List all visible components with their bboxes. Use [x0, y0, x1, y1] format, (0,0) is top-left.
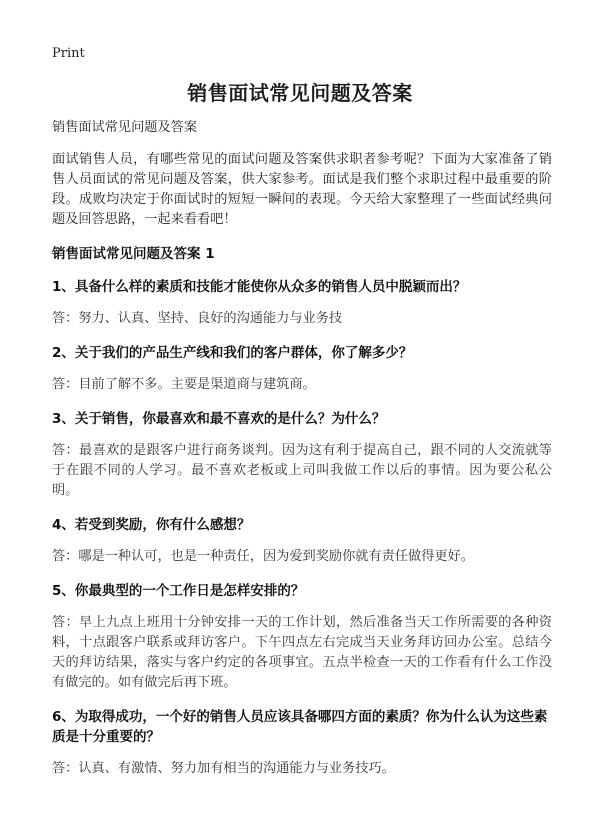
- qa-item-3: [52, 409, 552, 501]
- answer-text: 答：努力、认真、坚持、良好的沟通能力与业务技: [52, 311, 343, 326]
- answer-text: 答：认真、有激情、努力加有相当的沟通能力与业务技巧。: [52, 761, 395, 776]
- qa-item-5: [52, 581, 552, 693]
- question-text: 1、具备什么样的素质和技能才能使你从众多的销售人员中脱颖而出？: [52, 279, 467, 295]
- qa-item-4: [52, 515, 552, 567]
- print-link[interactable]: Print: [52, 46, 85, 61]
- answer-text: 答：早上九点上班用十分钟安排一天的工作计划，然后准备当天工作所需要的各种资料，十点跟客户联系或拜访客户。下午四点左右完成当天业务拜访回办公室。总结今天的拜访结果，落实与客户约定的各项事宜。五点半检查一天的工作看有什么工作没有做完的。如有做完后再下班。: [52, 615, 552, 690]
- question-text: 6、为取得成功，一个好的销售人员应该具备哪四方面的素质？你为什么认为这些素质是十分重要的？: [52, 709, 548, 745]
- intro-paragraph: 面试销售人员，有哪些常见的面试问题及答案供求职者参考呢？下面为大家准备了销售人员面试的常见问题及答案，供大家参考。面试是我们整个求职过程中最重要的阶段。成败均决定于你面试时的短短一瞬间的表现。今天给大家整理了一些面试经典问题及回答思路，一起来看看吧！: [52, 152, 552, 227]
- article-subtitle: 销售面试常见问题及答案: [52, 120, 198, 135]
- page-title: 销售面试常见问题及答案: [187, 81, 413, 105]
- question-text: 2、关于我们的产品生产线和我们的客户群体，你了解多少？: [52, 345, 413, 361]
- question-text: 3、关于销售，你最喜欢和最不喜欢的是什么？为什么？: [52, 411, 386, 427]
- question-text: 4、若受到奖励，你有什么感想？: [52, 517, 251, 533]
- qa-item-1: [52, 277, 552, 329]
- answer-text: 答：最喜欢的是跟客户进行商务谈判。因为这有利于提高自己，跟不同的人交流就等于在跟不同的人学习。最不喜欢老板或上司叫我做工作以后的事情。因为要公私公明。: [52, 443, 552, 498]
- answer-text: 答：哪是一种认可，也是一种责任，因为爱到奖励你就有责任做得更好。: [52, 549, 474, 564]
- section-heading: 销售面试常见问题及答案 1: [52, 246, 215, 262]
- article-body: [52, 118, 552, 793]
- qa-item-2: [52, 343, 552, 395]
- qa-item-6: [52, 707, 552, 779]
- answer-text: 答：目前了解不多。主要是渠道商与建筑商。: [52, 377, 316, 392]
- question-text: 5、你最典型的一个工作日是怎样安排的？: [52, 583, 305, 599]
